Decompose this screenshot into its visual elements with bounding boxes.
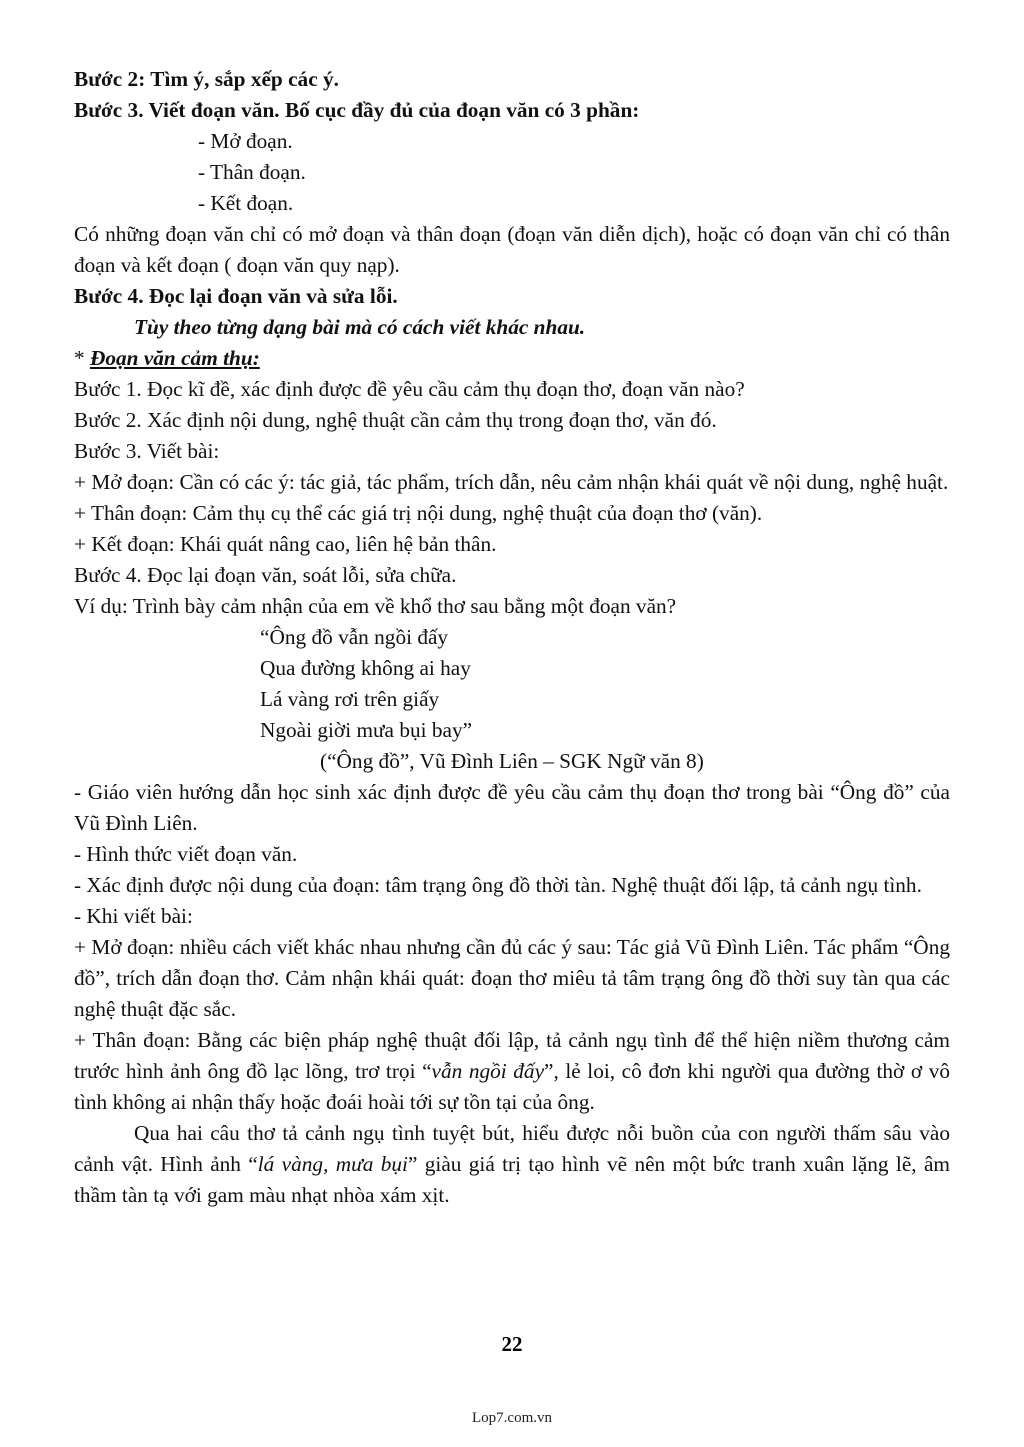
step-4-heading: Bước 4. Đọc lại đoạn văn và sửa lỗi.	[74, 284, 398, 308]
list-item-than-doan: - Thân đoạn.	[198, 160, 306, 184]
intro-guidance: + Mở đoạn: Cần có các ý: tác giả, tác phẩm, trích dẫn, nêu cảm nhận khái quát về nội dung, nghệ huật.	[74, 470, 949, 494]
section-title: Đoạn văn cảm thụ:	[89, 346, 260, 370]
guide-item-2: - Hình thức viết đoạn văn.	[74, 842, 298, 866]
guide-item-6-text-b: ”, lẻ loi, cô đơn khi người qua đường thờ ơ vô tình không ai nhận thấy hoặc đoái hoài tới sự tồn tại của ông.	[74, 1059, 950, 1114]
guide-item-4: - Khi viết bài:	[74, 904, 193, 928]
paragraph-structure-note: Có những đoạn văn chỉ có mở đoạn và thân đoạn (đoạn văn diễn dịch), hoặc có đoạn văn chỉ có thân đoạn và kết đoạn ( đoạn văn quy nạp).	[74, 222, 950, 277]
step-2-heading: Bước 2: Tìm ý, sắp xếp các ý.	[74, 67, 339, 91]
list-item-mo-doan: - Mở đoạn.	[198, 129, 293, 153]
sample-paragraph	[74, 1118, 950, 1211]
body-guidance: + Thân đoạn: Cảm thụ cụ thể các giá trị nội dung, nghệ thuật của đoạn thơ (văn).	[74, 501, 763, 525]
appreciation-step-2: Bước 2. Xác định nội dung, nghệ thuật cần cảm thụ trong đoạn thơ, văn đó.	[74, 408, 717, 432]
guide-item-5: + Mở đoạn: nhiều cách viết khác nhau nhưng cần đủ các ý sau: Tác giả Vũ Đình Liên. Tác phẩm “Ông đồ”, trích dẫn đoạn thơ. Cảm nhận khái quát: đoạn thơ miêu tả tâm trạng ông đồ thời suy tàn qua các nghệ thuật đặc sắc.	[74, 935, 950, 1021]
guide-item-6	[74, 1025, 950, 1118]
appreciation-step-1: Bước 1. Đọc kĩ đề, xác định được đề yêu cầu cảm thụ đoạn thơ, đoạn văn nào?	[74, 377, 745, 401]
poem-line-2: Qua đường không ai hay	[260, 656, 471, 680]
sample-paragraph-text-a: Qua hai câu thơ tả cảnh ngụ tình tuyệt bút, hiểu được nỗi buồn của con người thấm sâu vào cảnh vật. Hình ảnh “	[74, 1121, 950, 1176]
section-heading	[74, 343, 950, 374]
appreciation-step-3: Bước 3. Viết bài:	[74, 439, 220, 463]
document-page	[74, 64, 950, 1211]
poem-source: (“Ông đồ”, Vũ Đình Liên – SGK Ngữ văn 8)	[320, 749, 704, 773]
poem-line-3: Lá vàng rơi trên giấy	[260, 687, 440, 711]
page-number: 22	[501, 1332, 523, 1356]
guide-item-6-text-a: + Thân đoạn: Bằng các biện pháp nghệ thuật đối lập, tả cảnh ngụ tình để thể hiện niềm thương cảm trước hình ảnh ông đồ lạc lõng, trơ trọi “	[74, 1028, 950, 1083]
appreciation-step-4: Bước 4. Đọc lại đoạn văn, soát lỗi, sửa chữa.	[74, 563, 457, 587]
list-item-ket-doan: - Kết đoạn.	[198, 191, 294, 215]
poem-line-4: Ngoài giời mưa bụi bay”	[260, 718, 473, 742]
guide-item-1: - Giáo viên hướng dẫn học sinh xác định được đề yêu cầu cảm thụ đoạn thơ trong bài “Ông đồ” của Vũ Đình Liên.	[74, 780, 950, 835]
footer-site: Lop7.com.vn	[472, 1410, 552, 1426]
sample-paragraph-quote: lá vàng, mưa bụi	[257, 1152, 408, 1176]
guide-item-6-quote: vẫn ngồi đấy	[431, 1059, 545, 1083]
step-3-heading: Bước 3. Viết đoạn văn. Bố cục đầy đủ của đoạn văn có 3 phần:	[74, 98, 640, 122]
emphasis-note: Tùy theo từng dạng bài mà có cách viết khác nhau.	[134, 315, 586, 339]
guide-item-3: - Xác định được nội dung của đoạn: tâm trạng ông đồ thời tàn. Nghệ thuật đối lập, tả cảnh ngụ tình.	[74, 873, 922, 897]
bullet-star: *	[74, 346, 90, 370]
sample-paragraph-text-b: ” giàu giá trị tạo hình vẽ nên một bức tranh xuân lặng lẽ, âm thầm tàn tạ với gam màu nhạt nhòa xám xịt.	[74, 1152, 950, 1207]
example-prompt: Ví dụ: Trình bày cảm nhận của em về khổ thơ sau bằng một đoạn văn?	[74, 594, 677, 618]
conclusion-guidance: + Kết đoạn: Khái quát nâng cao, liên hệ bản thân.	[74, 532, 497, 556]
poem-line-1: “Ông đồ vẫn ngồi đấy	[260, 625, 449, 649]
